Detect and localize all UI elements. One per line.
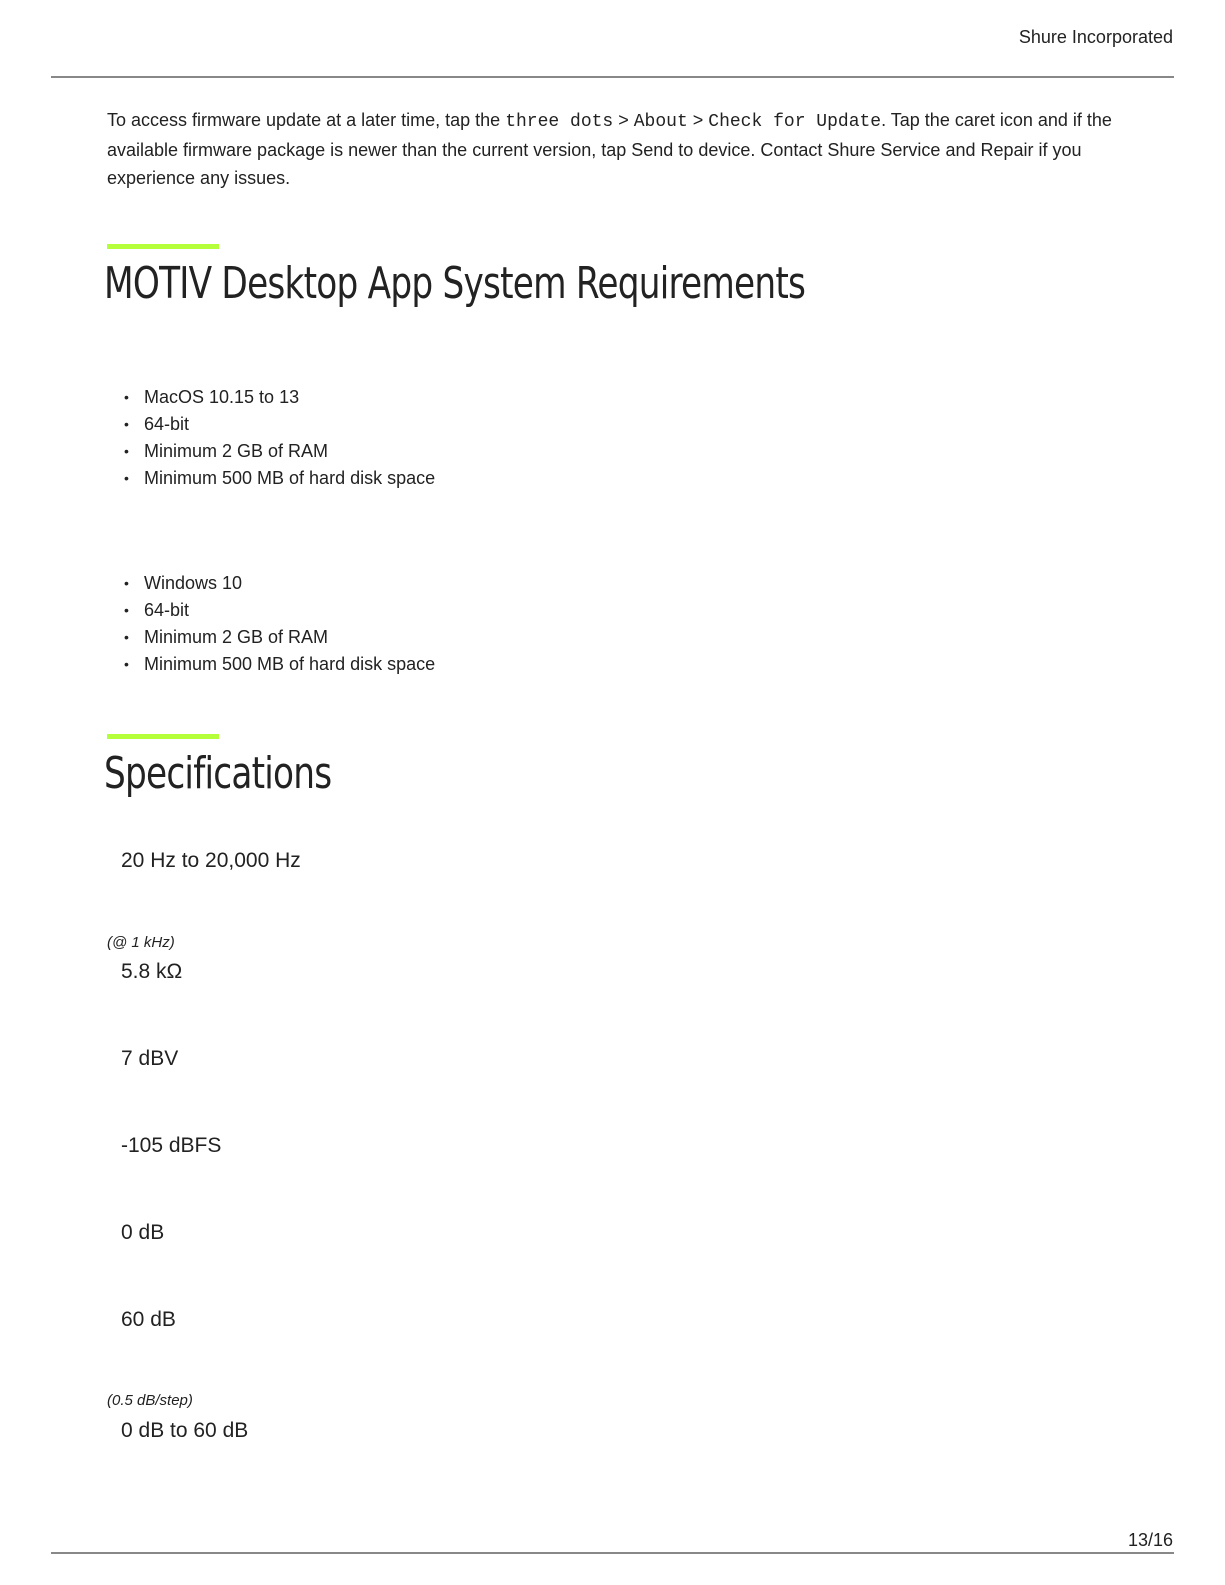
- firmware-update-paragraph: [107, 106, 1117, 192]
- gain-min-value: 0 dB: [121, 1221, 165, 1244]
- mac-requirements-list: [107, 384, 435, 492]
- gain-range-value: 0 dB to 60 dB: [121, 1419, 249, 1442]
- list-item: • Minimum 500 MB of hard disk space: [144, 651, 435, 678]
- impedance-value: 5.8 kΩ: [121, 960, 183, 983]
- impedance-note: (@ 1 kHz): [107, 934, 175, 951]
- max-input-value: 7 dBV: [121, 1047, 179, 1070]
- specifications-title: Specifications: [104, 748, 332, 799]
- specifications-accent-bar: [107, 734, 219, 739]
- company-name: Shure Incorporated: [1018, 27, 1173, 47]
- noise-value: -105 dBFS: [121, 1134, 222, 1157]
- page-number: 13/16: [1127, 1530, 1173, 1550]
- list-item: • Minimum 500 MB of hard disk space: [144, 465, 435, 492]
- three-dots-menu-ref: three dots: [505, 112, 614, 132]
- header-rule: [51, 76, 1174, 78]
- requirements-accent-bar: [107, 244, 219, 249]
- list-item: • 64-bit: [144, 597, 435, 624]
- requirements-title: MOTIV Desktop App System Requirements: [104, 258, 806, 309]
- list-item: • MacOS 10.15 to 13: [144, 384, 435, 411]
- gain-max-value: 60 dB: [121, 1308, 176, 1331]
- about-menu-ref: About: [633, 112, 688, 132]
- intro-text-4: . Tap the caret icon and if the available firmware package is newer than the current version, tap Send to device. Contact Shure Service and Repair if you experience any issues.: [107, 110, 1112, 188]
- intro-text-3: >: [687, 110, 709, 130]
- intro-text-1: To access firmware update at a later time, tap the: [107, 110, 506, 130]
- windows-requirements-list: [107, 570, 435, 678]
- intro-text-2: >: [613, 110, 634, 130]
- check-for-update-ref: Check for Update: [708, 112, 882, 132]
- list-item: • Minimum 2 GB of RAM: [144, 624, 435, 651]
- gain-step-note: (0.5 dB/step): [107, 1392, 193, 1409]
- frequency-response-value: 20 Hz to 20,000 Hz: [121, 849, 301, 872]
- list-item: • Windows 10: [144, 570, 435, 597]
- list-item: • 64-bit: [144, 411, 435, 438]
- list-item: • Minimum 2 GB of RAM: [144, 438, 435, 465]
- footer-rule: [51, 1552, 1174, 1554]
